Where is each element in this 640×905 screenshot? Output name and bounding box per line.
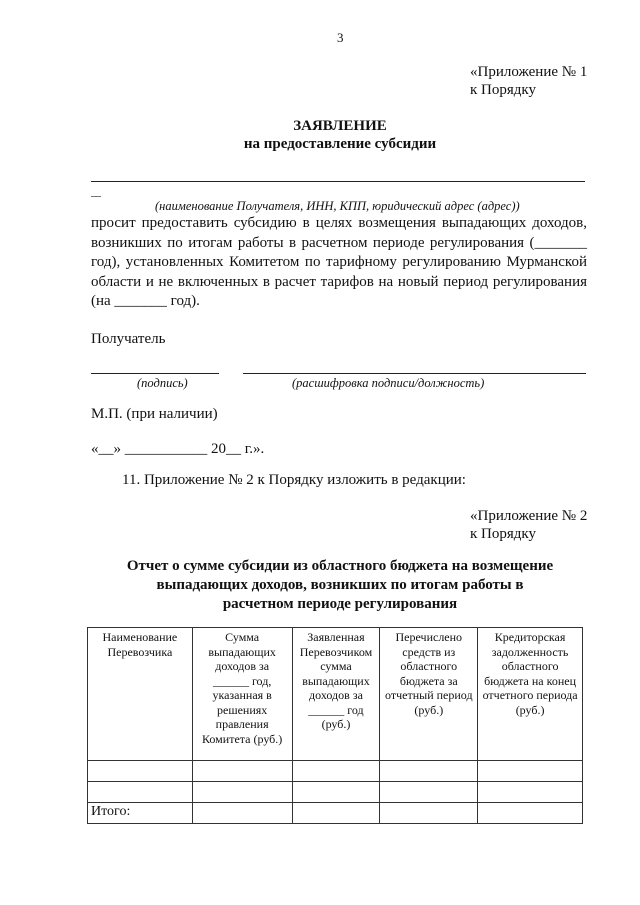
table-total-row xyxy=(88,803,583,824)
table-row xyxy=(88,782,583,803)
recipient-caption: (наименование Получателя, ИНН, КПП, юридический адрес (адрес)) xyxy=(155,199,520,213)
document-subtitle: на предоставление субсидии xyxy=(243,136,437,152)
decoding-line xyxy=(243,373,586,374)
total-label: Итого: xyxy=(88,803,193,824)
appendix1-line2: к Порядку xyxy=(470,82,536,98)
header-transferred: Перечислено средств из областного бюджета за отчетный период (руб.) xyxy=(380,628,478,761)
header-debt: Кредиторская задолженность областного бюджета на конец отчетного периода (руб.) xyxy=(478,628,583,761)
table-row xyxy=(88,761,583,782)
decoding-caption: (расшифровка подписи/должность) xyxy=(292,376,485,390)
recipient-line xyxy=(91,181,585,182)
appendix1-line1: «Приложение № 1 xyxy=(470,64,588,80)
appendix2-line2: к Порядку xyxy=(470,526,536,542)
header-declared-amount: Заявленная Перевозчиком сумма выпадающих доходов за ______ год (руб.) xyxy=(292,628,380,761)
header-carrier: Наименование Перевозчика xyxy=(88,628,193,761)
header-committee-amount: Сумма выпадающих доходов за ______ год, указанная в решениях правления Комитета (руб.) xyxy=(192,628,292,761)
dash-mark xyxy=(91,196,101,197)
report-table xyxy=(87,627,583,824)
body-paragraph: просит предоставить субсидию в целях возмещения выпадающих доходов, возникших по итогам работы в расчетном периоде регулирования (_______ год), установленных Комитетом по тарифному регулированию Мурманской области и не включенных в расчет тарифов на новый период регулирования (на _______ год). xyxy=(91,215,587,309)
date-line: «__» ___________ 20__ г.». xyxy=(91,441,265,457)
stamp-note: М.П. (при наличии) xyxy=(91,406,218,422)
page-number: 3 xyxy=(337,30,344,45)
table-header-row xyxy=(88,628,583,761)
report-title: Отчет о сумме субсидии из областного бюджета на возмещение выпадающих доходов, возникших по итогам работы в расчетном периоде регулирования xyxy=(126,558,554,612)
signature-line xyxy=(91,373,219,374)
document-title: ЗАЯВЛЕНИЕ xyxy=(293,118,387,134)
signature-caption: (подпись) xyxy=(137,376,188,390)
recipient-label: Получатель xyxy=(91,331,166,347)
appendix2-line1: «Приложение № 2 xyxy=(470,508,588,524)
item-11: 11. Приложение № 2 к Порядку изложить в редакции: xyxy=(122,472,466,488)
